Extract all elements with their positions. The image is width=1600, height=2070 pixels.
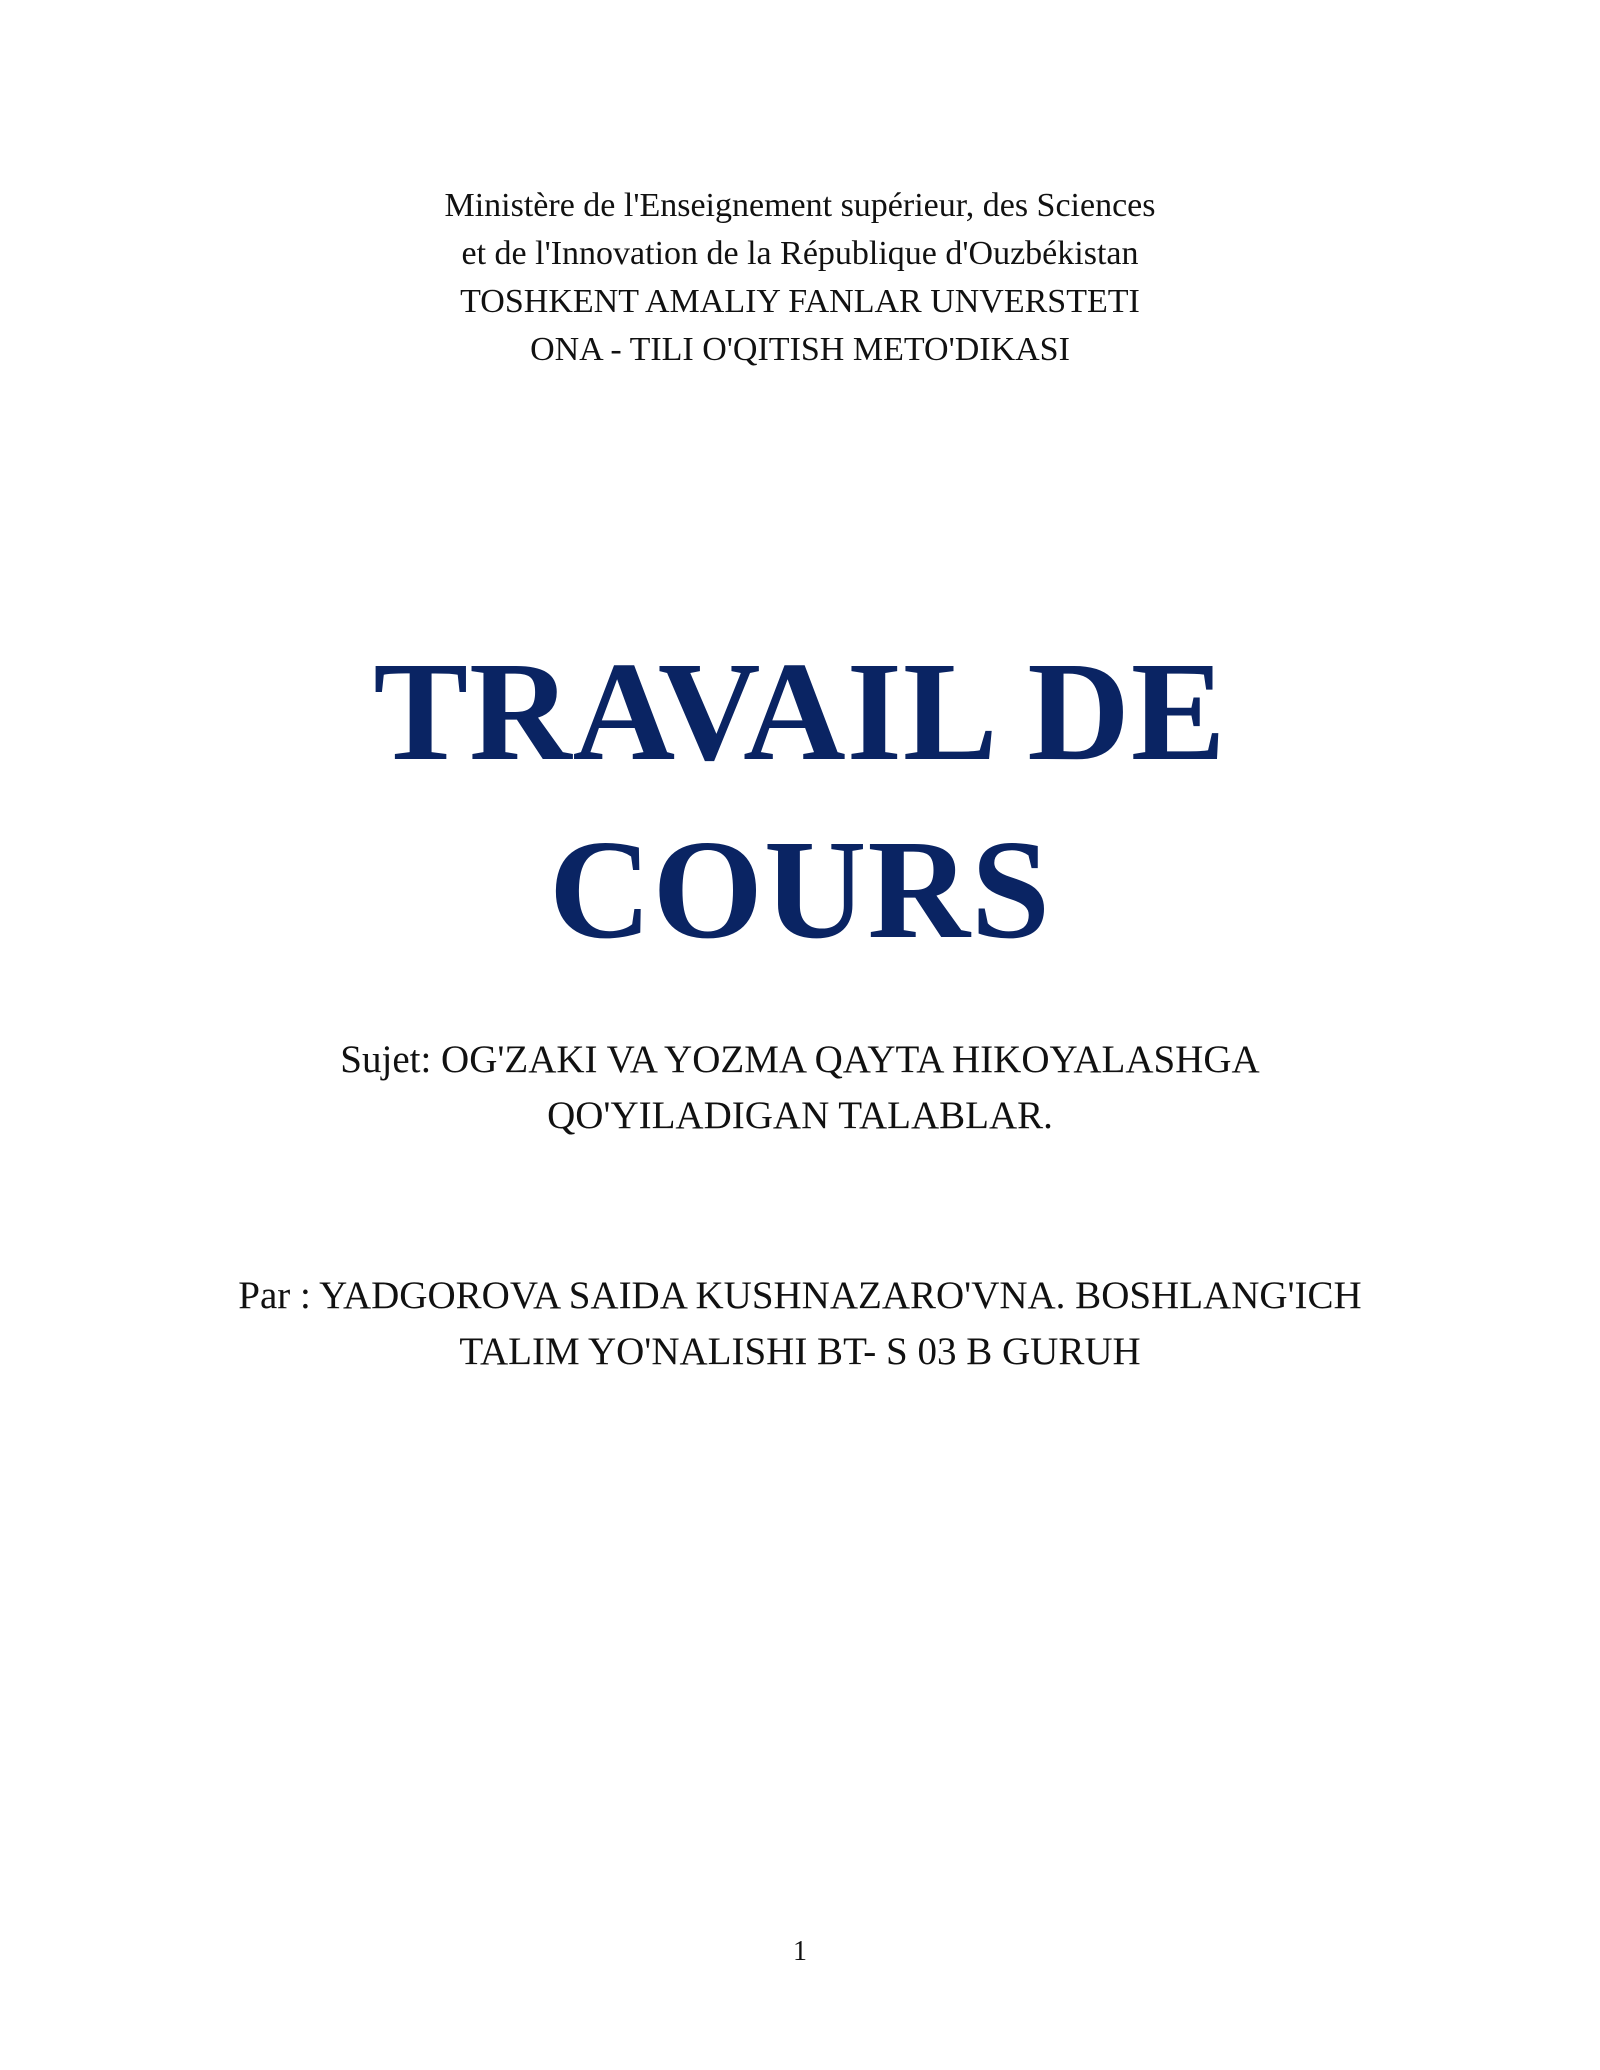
author-line: TALIM YO'NALISHI BT- S 03 B GURUH bbox=[459, 1330, 1141, 1373]
header-line: TOSHKENT AMALIY FANLAR UNVERSTETI bbox=[460, 283, 1140, 320]
header-line: et de l'Innovation de la République d'Ouzbékistan bbox=[461, 235, 1139, 272]
document-title bbox=[0, 622, 1600, 978]
subject-block bbox=[0, 1032, 1600, 1144]
title-line: TRAVAIL DE bbox=[373, 632, 1227, 790]
header-line: ONA - TILI O'QITISH METO'DIKASI bbox=[530, 331, 1070, 368]
author-block bbox=[0, 1268, 1600, 1380]
subject-line: Sujet: OG'ZAKI VA YOZMA QAYTA HIKOYALASHGA bbox=[340, 1038, 1260, 1081]
title-line: COURS bbox=[548, 810, 1052, 968]
header-line: Ministère de l'Enseignement supérieur, des Sciences bbox=[444, 187, 1156, 224]
institution-header bbox=[0, 182, 1600, 374]
subject-line: QO'YILADIGAN TALABLAR. bbox=[547, 1094, 1053, 1137]
page-number: 1 bbox=[793, 1936, 807, 1967]
author-line: Par : YADGOROVA SAIDA KUSHNAZARO'VNA. BOSHLANG'ICH bbox=[238, 1274, 1362, 1317]
